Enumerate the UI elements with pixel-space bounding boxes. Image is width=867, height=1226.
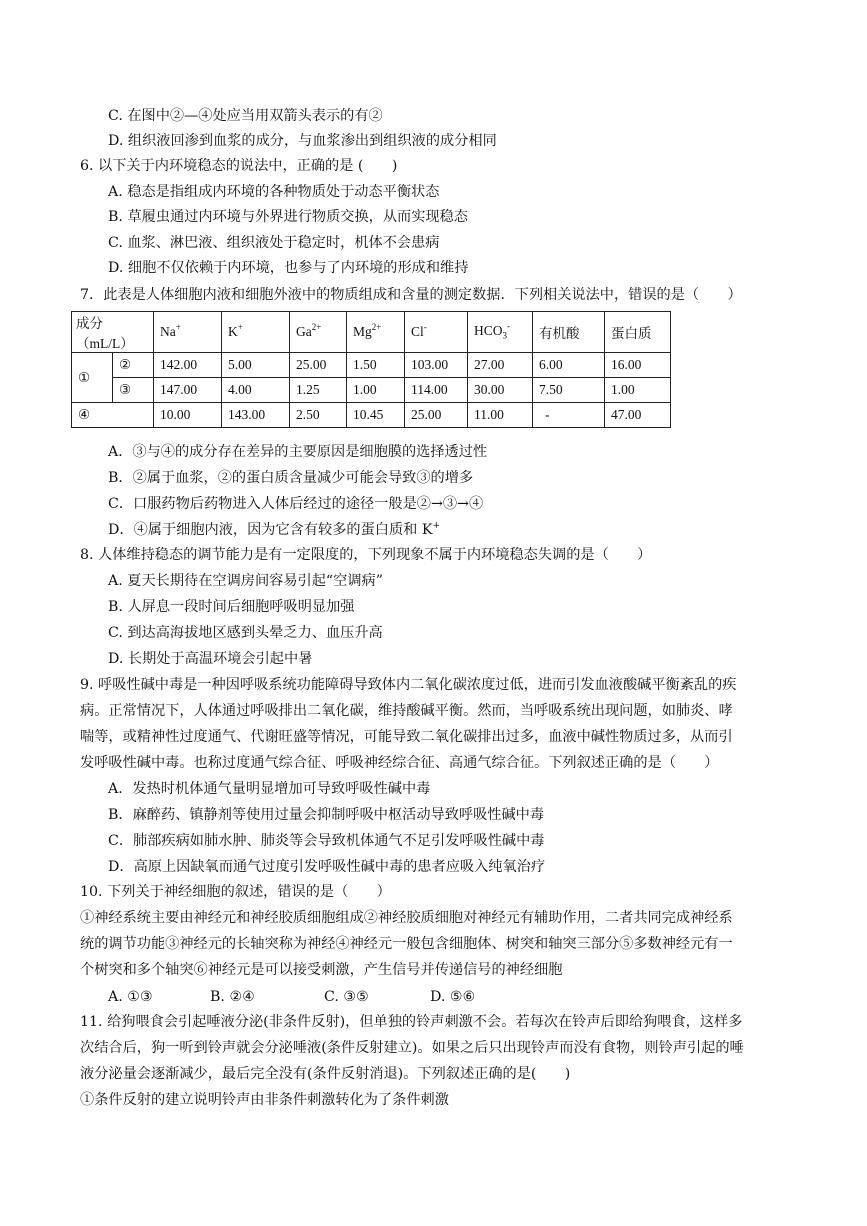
q9-option-c: C．肺部疾病如肺水肿、肺炎等会导致机体通气不足引发呼吸性碱中毒: [108, 833, 545, 849]
q11-item-1: ①条件反射的建立说明铃声由非条件刺激转化为了条件刺激: [80, 1092, 449, 1108]
q11-stem-line-3: 液分泌量会逐渐减少，最后完全没有(条件反射消退)。下列叙述正确的是( ): [80, 1066, 571, 1082]
q6-option-d: D. 细胞不仅依赖于内环境，也参与了内环境的形成和维持: [108, 260, 469, 276]
q8-stem: 8. 人体维持稳态的调节能力是有一定限度的，下列现象不属于内环境稳态失调的是（ ）: [80, 547, 652, 563]
table-cell: 1.50: [347, 353, 405, 378]
col-header-k: K+: [222, 312, 290, 353]
table-cell: 147.00: [154, 378, 222, 403]
table-cell: 142.00: [154, 353, 222, 378]
header-label-component: 成分: [76, 316, 103, 331]
table-cell: 16.00: [605, 353, 671, 378]
table-cell: 25.00: [405, 403, 468, 428]
col-header-na: Na+: [154, 312, 222, 353]
q5-option-c: C. 在图中②—④处应当用双箭头表示的有②: [108, 108, 383, 124]
table-cell: 25.00: [290, 353, 347, 378]
table-header-row: [72, 312, 671, 353]
table-cell: 5.00: [222, 353, 290, 378]
q7-option-b: B．②属于血浆，②的蛋白质含量减少可能会导致③的增多: [108, 470, 474, 486]
table-cell: 7.50: [533, 378, 605, 403]
q8-option-b: B. 人屏息一段时间后细胞呼吸明显加强: [108, 599, 355, 615]
table-cell: 10.45: [347, 403, 405, 428]
table-cell: 30.00: [468, 378, 533, 403]
col-header-cl: Cl-: [405, 312, 468, 353]
q6-option-b: B. 草履虫通过内环境与外界进行物质交换，从而实现稳态: [108, 209, 468, 225]
q8-option-c: C. 到达高海拔地区感到头晕乏力、血压升高: [108, 625, 383, 641]
q9-option-a: A．发热时机体通气量明显增加可导致呼吸性碱中毒: [108, 781, 431, 797]
row-2-label: ②: [113, 353, 154, 378]
q10-body-line-2: 统的调节功能③神经元的长轴突称为神经④神经元一般包含细胞体、树突和轴突三部分⑤多数神经元有一: [80, 936, 733, 952]
table-cell: 27.00: [468, 353, 533, 378]
row-3-label: ③: [113, 378, 154, 403]
table-cell: 1.00: [605, 378, 671, 403]
table-cell: 11.00: [468, 403, 533, 428]
q10-body-line-3: 个树突和多个轴突⑥神经元是可以接受刺激，产生信号并传递信号的神经细胞: [80, 962, 563, 978]
table-cell: 4.00: [222, 378, 290, 403]
header-unit-cell: [72, 312, 154, 353]
table-cell: -: [533, 403, 605, 428]
col-header-hco3: $HCO_3^-$: [468, 312, 533, 353]
q10-option-a: A. ①③: [108, 989, 153, 1005]
table-cell: 114.00: [405, 378, 468, 403]
q6-stem: 6. 以下关于内环境稳态的说法中，正确的是 ( ): [80, 158, 398, 174]
q10-stem: 10. 下列关于神经细胞的叙述，错误的是（ ）: [80, 884, 391, 900]
q8-option-d: D. 长期处于高温环境会引起中暑: [108, 651, 313, 667]
q11-stem-line-2: 次结合后，狗一听到铃声就会分泌唾液(条件反射建立)。如果之后只出现铃声而没有食物，则铃声引起的唾: [80, 1040, 744, 1056]
row-4-label: ④: [72, 403, 154, 428]
q9-stem-line-4: 发呼吸性碱中毒。也称过度通气综合征、呼吸神经综合征、高通气综合征。下列叙述正确的是（ ）: [80, 755, 719, 771]
header-label-unit: （mL/L）: [76, 336, 134, 351]
group-1-label: ①: [72, 353, 113, 403]
q9-stem-line-2: 病。正常情况下，人体通过呼吸排出二氧化碳，维持酸碱平衡。然而，当呼吸系统出现问题，如肺炎、哮: [80, 703, 733, 719]
q6-option-a: A. 稳态是指组成内环境的各种物质处于动态平衡状态: [108, 184, 440, 200]
q6-option-c: C. 血浆、淋巴液、组织液处于稳定时，机体不会患病: [108, 235, 440, 251]
table-cell: 2.50: [290, 403, 347, 428]
q10-option-d: D. ⑤⑥: [430, 989, 476, 1005]
col-header-organic-acid: 有机酸: [533, 312, 605, 353]
col-header-protein: 蛋白质: [605, 312, 671, 353]
col-header-ga: $Ga^{2+}$: [290, 312, 347, 353]
q7-data-table: [71, 311, 671, 428]
q10-option-c: C. ③⑤: [324, 989, 369, 1005]
table-cell: 103.00: [405, 353, 468, 378]
q7-option-a: A．③与④的成分存在差异的主要原因是细胞膜的选择透过性: [108, 444, 488, 460]
q10-option-b: B. ②④: [210, 989, 255, 1005]
table-cell: 6.00: [533, 353, 605, 378]
q7-option-d: D．④属于细胞内液，因为它含有较多的蛋白质和 K+: [108, 521, 440, 538]
q5-option-d: D. 组织液回渗到血浆的成分，与血浆渗出到组织液的成分相同: [108, 133, 497, 149]
q9-stem-line-3: 喘等，或精神性过度通气、代谢旺盛等情况，可能导致二氧化碳排出过多，血液中碱性物质过多，从而引: [80, 729, 733, 745]
table-cell: 47.00: [605, 403, 671, 428]
col-header-mg: $Mg^{2+}$: [347, 312, 405, 353]
table-row-3: [72, 378, 671, 403]
q9-stem-line-1: 9. 呼吸性碱中毒是一种因呼吸系统功能障碍导致体内二氧化碳浓度过低，进而引发血液酸碱平衡紊乱的疾: [80, 677, 737, 693]
table-row-2: [72, 353, 671, 378]
q9-option-b: B．麻醉药、镇静剂等使用过量会抑制呼吸中枢活动导致呼吸性碱中毒: [108, 807, 545, 823]
table-cell: 143.00: [222, 403, 290, 428]
q11-stem-line-1: 11. 给狗喂食会引起唾液分泌(非条件反射)，但单独的铃声刺激不会。若每次在铃声后即给狗喂食，这样多: [80, 1014, 743, 1030]
q8-option-a: A. 夏天长期待在空调房间容易引起“空调病”: [108, 573, 383, 589]
q10-body-line-1: ①神经系统主要由神经元和神经胶质细胞组成②神经胶质细胞对神经元有辅助作用，二者共同完成神经系: [80, 910, 733, 926]
table-cell: 1.00: [347, 378, 405, 403]
table-cell: 10.00: [154, 403, 222, 428]
table-cell: 1.25: [290, 378, 347, 403]
table-row-4: [72, 403, 671, 428]
q7-option-c: C．口服药物后药物进入人体后经过的途径一般是②→③→④: [108, 496, 484, 512]
q7-stem: 7．此表是人体细胞内液和细胞外液中的物质组成和含量的测定数据．下列相关说法中，错误的是（ ）: [80, 287, 742, 303]
q9-option-d: D．高原上因缺氧而通气过度引发呼吸性碱中毒的患者应吸入纯氧治疗: [108, 859, 546, 875]
